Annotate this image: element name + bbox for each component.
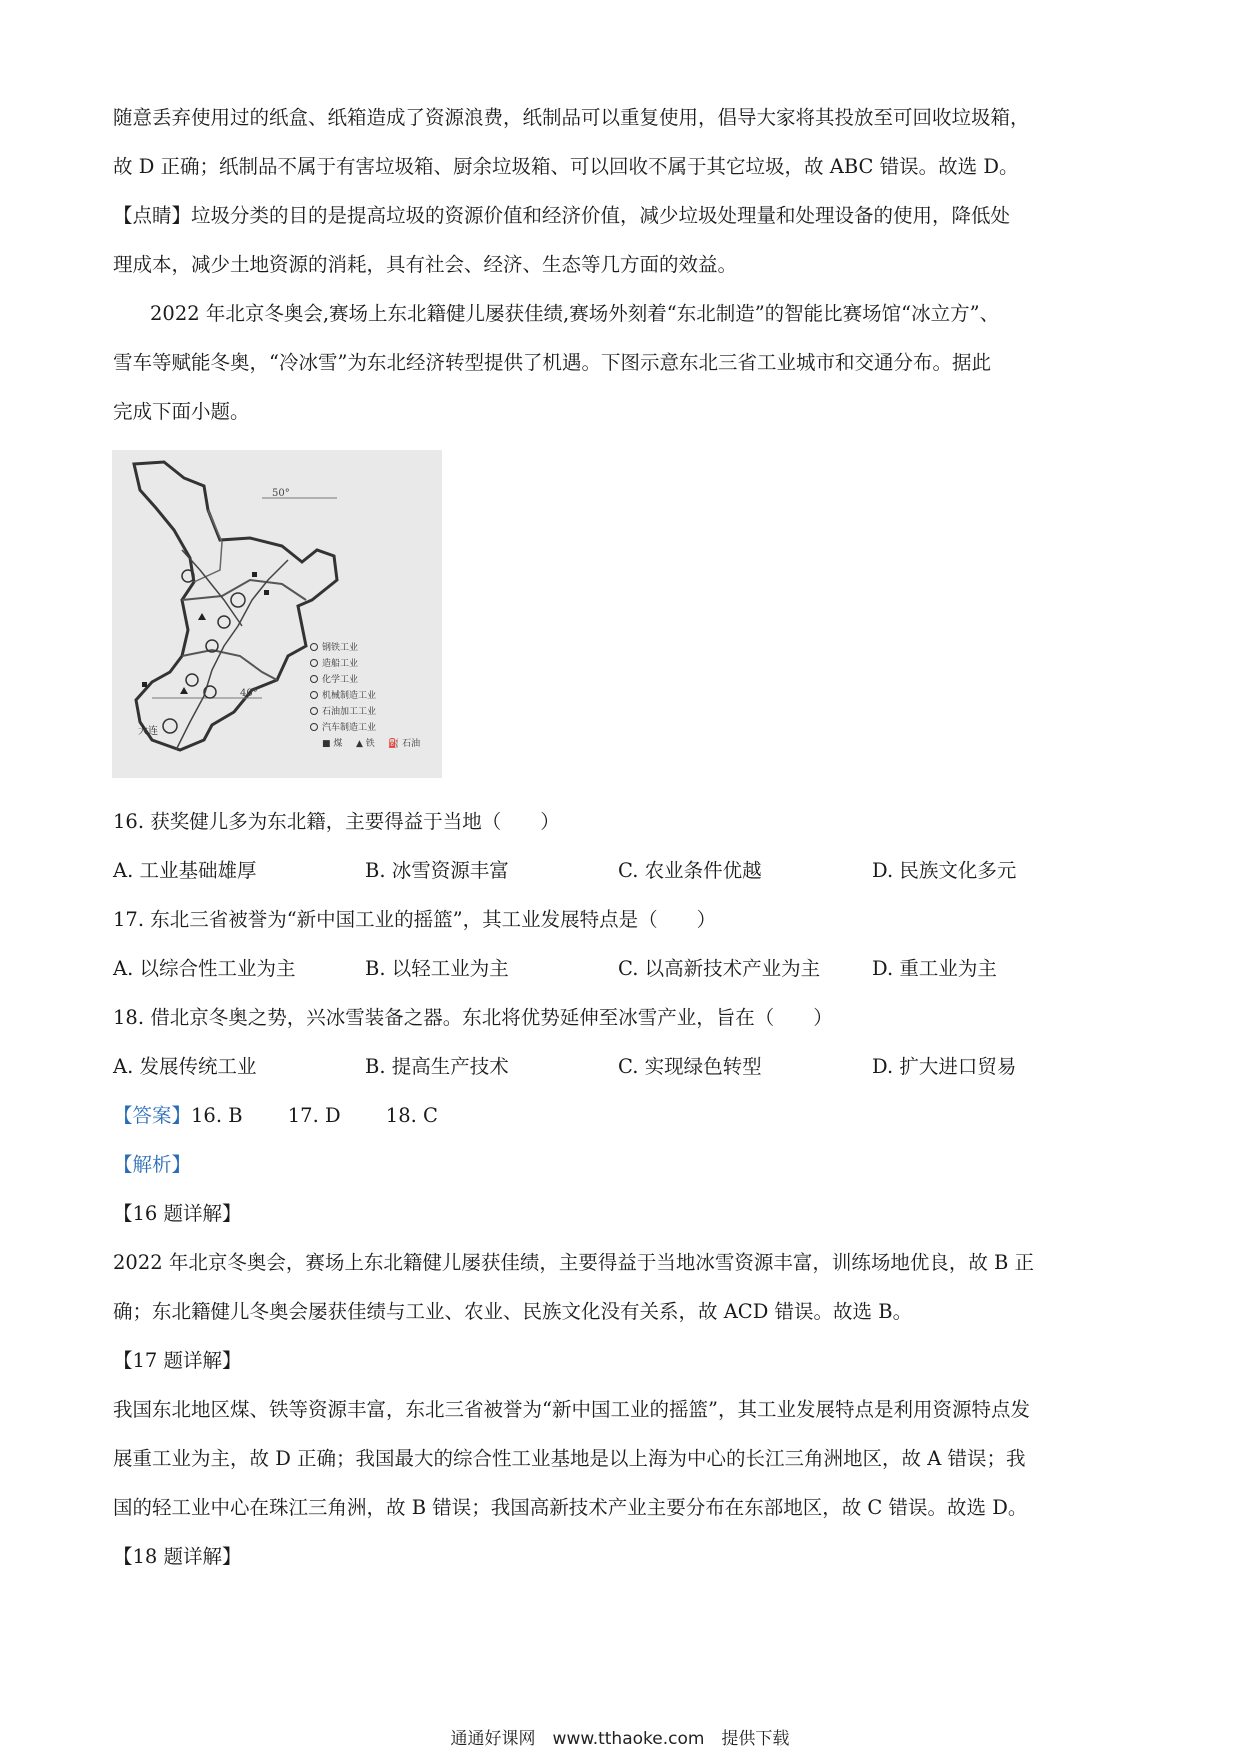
detail-17-line-2: 展重工业为主，故 D 正确；我国最大的综合性工业基地是以上海为中心的长江三角洲地区，故 A 错误；我 — [113, 1447, 1026, 1470]
legend-symbol — [311, 692, 318, 699]
detail-17-line-1: 我国东北地区煤、铁等资源丰富，东北三省被誉为“新中国工业的摇篮”，其工业发展特点是利用资源特点发 — [113, 1398, 1030, 1421]
coal-mark — [252, 572, 257, 577]
detail-18-title: 【18 题详解】 — [113, 1545, 242, 1568]
q16-option-b: B. 冰雪资源丰富 — [365, 859, 509, 882]
dianjing-tag: 【点睛】 — [113, 204, 192, 227]
detail-16-title: 【16 题详解】 — [113, 1202, 242, 1225]
q16-option-d: D. 民族文化多元 — [872, 859, 1017, 882]
q18-option-b: B. 提高生产技术 — [365, 1055, 509, 1078]
q17-option-a: A. 以综合性工业为主 — [113, 957, 296, 980]
detail-16-line-2: 确；东北籍健儿冬奥会屡获佳绩与工业、农业、民族文化没有关系，故 ACD 错误。故选 B。 — [113, 1300, 913, 1323]
prev-text-line-2: 故 D 正确；纸制品不属于有害垃圾箱、厨余垃圾箱、可以回收不属于其它垃圾，故 ABC 错误。故选 D。 — [113, 155, 1019, 178]
legend-symbol — [311, 708, 318, 715]
legend-symbol — [311, 644, 318, 651]
city-marker — [218, 616, 230, 628]
answer-tag: 【答案】 — [113, 1104, 192, 1127]
legend-item: 汽车制造工业 — [322, 723, 377, 733]
dianjing-line-1 — [113, 202, 1010, 230]
intro-line-1: 2022 年北京冬奥会,赛场上东北籍健儿屡获佳绩,赛场外刻着“东北制造”的智能比赛场馆“冰立方”、 — [150, 302, 1000, 325]
question-16-stem: 16. 获奖健儿多为东北籍，主要得益于当地（ ） — [113, 810, 560, 833]
intro-line-3: 完成下面小题。 — [113, 400, 250, 423]
city-marker — [163, 719, 177, 733]
city-label-dalian: 大连 — [138, 726, 158, 737]
province-border-3 — [194, 510, 222, 582]
legend-resource: ▲ 铁 — [356, 739, 375, 749]
latitude-40-label: 40° — [240, 688, 258, 699]
latitude-50-label: 50° — [272, 488, 290, 499]
legend-item: 化学工业 — [322, 675, 359, 685]
legend-resource: ⛽ 石油 — [388, 739, 421, 749]
legend-item: 钢铁工业 — [322, 643, 359, 653]
map-drawing — [112, 450, 442, 778]
q16-option-a: A. 工业基础雄厚 — [113, 859, 257, 882]
dianjing-line-2: 理成本，减少土地资源的消耗，具有社会、经济、生态等几方面的效益。 — [113, 253, 738, 276]
analysis-tag: 【解析】 — [113, 1153, 192, 1176]
coal-mark — [264, 590, 269, 595]
legend-symbol — [311, 724, 318, 731]
question-18-stem: 18. 借北京冬奥之势，兴冰雪装备之器。东北将优势延伸至冰雪产业，旨在（ ） — [113, 1006, 833, 1029]
city-marker — [186, 674, 198, 686]
map-legend — [322, 641, 420, 749]
legend-item: 石油加工工业 — [322, 707, 377, 717]
q16-option-c: C. 农业条件优越 — [618, 859, 762, 882]
answer-line — [113, 1102, 438, 1130]
q18-option-c: C. 实现绿色转型 — [618, 1055, 762, 1078]
q18-option-a: A. 发展传统工业 — [113, 1055, 257, 1078]
legend-resource: ■ 煤 — [322, 739, 343, 749]
question-17-stem: 17. 东北三省被誉为“新中国工业的摇篮”，其工业发展特点是（ ） — [113, 908, 717, 931]
intro-line-2: 雪车等赋能冬奥，“冷冰雪”为东北经济转型提供了机遇。下图示意东北三省工业城市和交通分布。据此 — [113, 351, 991, 374]
northeast-industry-map — [112, 450, 442, 778]
q17-option-d: D. 重工业为主 — [872, 957, 997, 980]
prev-text-line-1: 随意丢弃使用过的纸盒、纸箱造成了资源浪费，纸制品可以重复使用，倡导大家将其投放至可回收垃圾箱， — [113, 106, 1030, 129]
legend-item: 造船工业 — [322, 659, 359, 669]
q17-option-c: C. 以高新技术产业为主 — [618, 957, 821, 980]
footer-source: 通通好课网 www.tthaoke.com 提供下载 — [450, 1729, 790, 1749]
legend-item: 机械制造工业 — [322, 691, 377, 701]
detail-17-title: 【17 题详解】 — [113, 1349, 242, 1372]
q18-option-d: D. 扩大进口贸易 — [872, 1055, 1017, 1078]
q17-option-b: B. 以轻工业为主 — [365, 957, 509, 980]
answer-values: 16. B 17. D 18. C — [191, 1104, 438, 1127]
iron-mark — [198, 613, 206, 620]
coal-mark — [142, 682, 147, 687]
legend-symbols — [311, 644, 318, 731]
city-marker — [231, 593, 245, 607]
legend-symbol — [311, 660, 318, 667]
detail-17-line-3: 国的轻工业中心在珠江三角洲，故 B 错误；我国高新技术产业主要分布在东部地区，故 C 错误。故选 D。 — [113, 1496, 1028, 1519]
dianjing-text-1: 垃圾分类的目的是提高垃圾的资源价值和经济价值，减少垃圾处理量和处理设备的使用，降低处 — [191, 204, 1011, 227]
detail-16-line-1: 2022 年北京冬奥会，赛场上东北籍健儿屡获佳绩，主要得益于当地冰雪资源丰富，训练场地优良，故 B 正 — [113, 1251, 1035, 1274]
legend-symbol — [311, 676, 318, 683]
iron-mark — [180, 687, 188, 694]
